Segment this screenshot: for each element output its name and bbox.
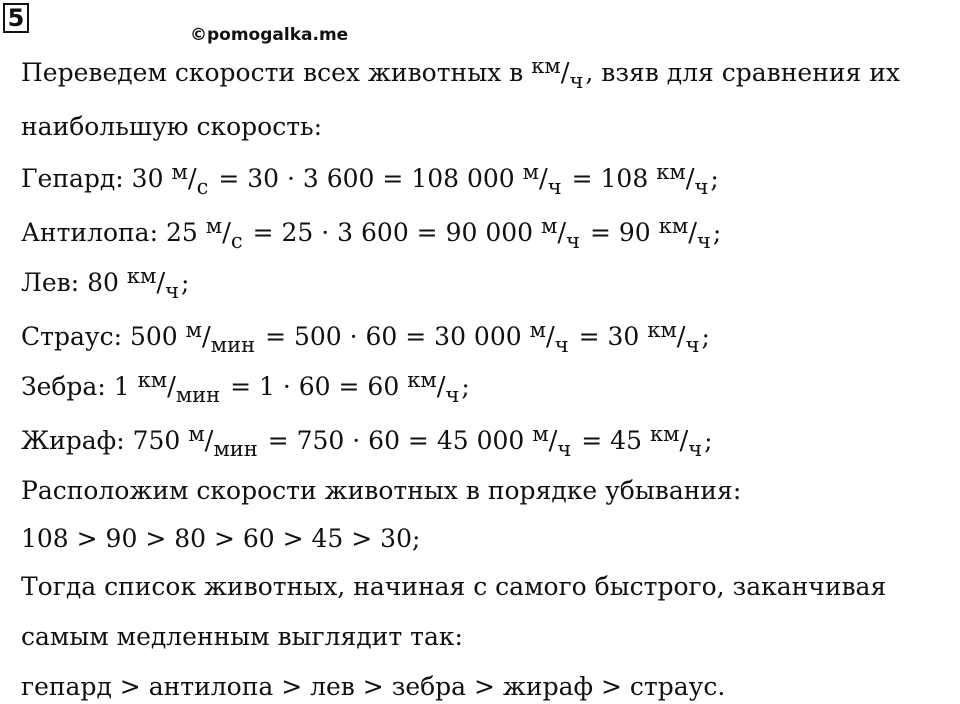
unit-numerator: км — [656, 160, 686, 184]
ostrich-label: Страус: 500 — [21, 322, 178, 351]
unit-km-per-h — [656, 162, 708, 197]
unit-numerator: м — [188, 422, 205, 446]
lion-line — [21, 266, 189, 301]
unit-denominator: ч — [554, 333, 569, 357]
unit-m-per-h — [541, 216, 580, 251]
antelope-label: Антилопа: 25 — [21, 218, 198, 247]
cheetah-result: = 108 — [571, 164, 649, 193]
cheetah-line — [21, 162, 719, 197]
intro-line-2 — [21, 110, 322, 144]
unit-km-per-h — [531, 56, 583, 91]
unit-denominator: ч — [547, 175, 562, 199]
unit-denominator: ч — [557, 437, 572, 461]
unit-denominator: ч — [688, 437, 703, 461]
unit-numerator: м — [532, 422, 549, 446]
unit-m-per-min — [188, 424, 257, 459]
intro-line-1 — [21, 56, 900, 91]
unit-slash: / — [548, 426, 558, 456]
zebra-calc: = 1 · 60 = 60 — [230, 372, 400, 401]
unit-m-per-h — [530, 320, 569, 355]
unit-slash: / — [187, 164, 197, 194]
unit-slash: / — [546, 322, 555, 352]
unit-denominator: с — [196, 175, 209, 199]
unit-m-per-s — [172, 162, 209, 197]
conclusion-text-2: самым медленным выглядит так: — [21, 622, 463, 651]
zebra-end: ; — [461, 372, 470, 401]
unit-numerator: км — [658, 214, 689, 238]
unit-km-per-min — [138, 370, 221, 405]
unit-slash: / — [688, 218, 697, 248]
giraffe-end: ; — [704, 426, 713, 455]
lion-end: ; — [181, 268, 190, 297]
giraffe-result: = 45 — [581, 426, 642, 455]
unit-slash: / — [222, 218, 231, 248]
unit-km-per-h — [407, 370, 459, 405]
unit-slash: / — [676, 322, 686, 352]
watermark: ©pomogalka.me — [190, 25, 349, 45]
zebra-line — [21, 370, 470, 405]
unit-numerator: м — [205, 214, 223, 238]
ostrich-end: ; — [701, 322, 710, 351]
ordering-values — [21, 522, 420, 556]
intro-text-end: , взяв для сравнения их — [585, 58, 900, 87]
lion-label: Лев: 80 — [21, 268, 119, 297]
antelope-end: ; — [712, 218, 722, 247]
unit-slash: / — [156, 268, 166, 298]
unit-km-per-h — [647, 320, 699, 355]
conclusion-line-3 — [21, 670, 725, 704]
unit-slash: / — [436, 372, 446, 402]
ostrich-calc: = 500 · 60 = 30 000 — [265, 322, 522, 351]
antelope-line — [21, 216, 721, 251]
unit-numerator: км — [137, 368, 168, 392]
ostrich-result: = 30 — [578, 322, 640, 351]
unit-denominator: ч — [569, 69, 584, 93]
unit-slash: / — [204, 426, 214, 456]
ordering-values-text: 108 > 90 > 80 > 60 > 45 > 30; — [21, 524, 421, 553]
unit-slash: / — [167, 372, 176, 402]
ostrich-line — [21, 320, 710, 355]
intro-text-2: наибольшую скорость: — [21, 112, 323, 141]
unit-numerator: км — [531, 54, 561, 78]
conclusion-line-2 — [21, 620, 463, 654]
giraffe-label: Жираф: 750 — [21, 426, 181, 455]
cheetah-label: Гепард: 30 — [21, 164, 164, 193]
unit-slash: / — [202, 322, 211, 352]
unit-m-per-h — [523, 162, 562, 197]
unit-numerator: м — [171, 160, 188, 184]
unit-km-per-h — [127, 266, 179, 301]
unit-denominator: ч — [165, 279, 180, 303]
unit-m-per-h — [532, 424, 571, 459]
unit-m-per-min — [186, 320, 255, 355]
unit-denominator: мин — [210, 333, 256, 357]
unit-slash: / — [557, 218, 567, 248]
intro-text: Переведем скорости всех животных в — [21, 58, 524, 87]
unit-slash: / — [685, 164, 695, 194]
giraffe-line — [21, 424, 713, 459]
unit-denominator: ч — [696, 229, 711, 253]
giraffe-calc: = 750 · 60 = 45 000 — [267, 426, 525, 455]
unit-denominator: ч — [685, 333, 700, 357]
unit-numerator: м — [185, 318, 203, 342]
unit-numerator: м — [529, 318, 546, 342]
ordering-heading-text: Расположим скорости животных в порядке убывания: — [21, 476, 742, 505]
unit-numerator: км — [647, 318, 677, 342]
ordering-heading — [21, 474, 741, 508]
cheetah-calc: = 30 · 3 600 = 108 000 — [218, 164, 515, 193]
unit-denominator: ч — [566, 229, 581, 253]
unit-slash: / — [539, 164, 548, 194]
unit-denominator: ч — [445, 383, 460, 407]
conclusion-line-1 — [21, 570, 886, 604]
unit-slash: / — [560, 58, 570, 88]
antelope-calc: = 25 · 3 600 = 90 000 — [252, 218, 534, 247]
unit-denominator: мин — [175, 383, 221, 407]
antelope-result: = 90 — [590, 218, 651, 247]
unit-km-per-h — [659, 216, 711, 251]
unit-numerator: м — [522, 160, 540, 184]
cheetah-end: ; — [710, 164, 719, 193]
unit-denominator: мин — [213, 437, 258, 461]
unit-numerator: км — [126, 264, 157, 288]
unit-numerator: м — [541, 214, 558, 238]
unit-numerator: км — [407, 368, 437, 392]
task-number-badge: 5 — [3, 3, 29, 33]
unit-km-per-h — [650, 424, 702, 459]
unit-slash: / — [679, 426, 689, 456]
unit-numerator: км — [649, 422, 680, 446]
zebra-label: Зебра: 1 — [21, 372, 130, 401]
conclusion-text-3: гепард > антилопа > лев > зебра > жираф > страус. — [21, 672, 726, 701]
unit-denominator: ч — [694, 175, 709, 199]
unit-denominator: с — [230, 229, 243, 253]
unit-m-per-s — [206, 216, 243, 251]
conclusion-text-1: Тогда список животных, начиная с самого быстрого, заканчивая — [21, 572, 887, 601]
